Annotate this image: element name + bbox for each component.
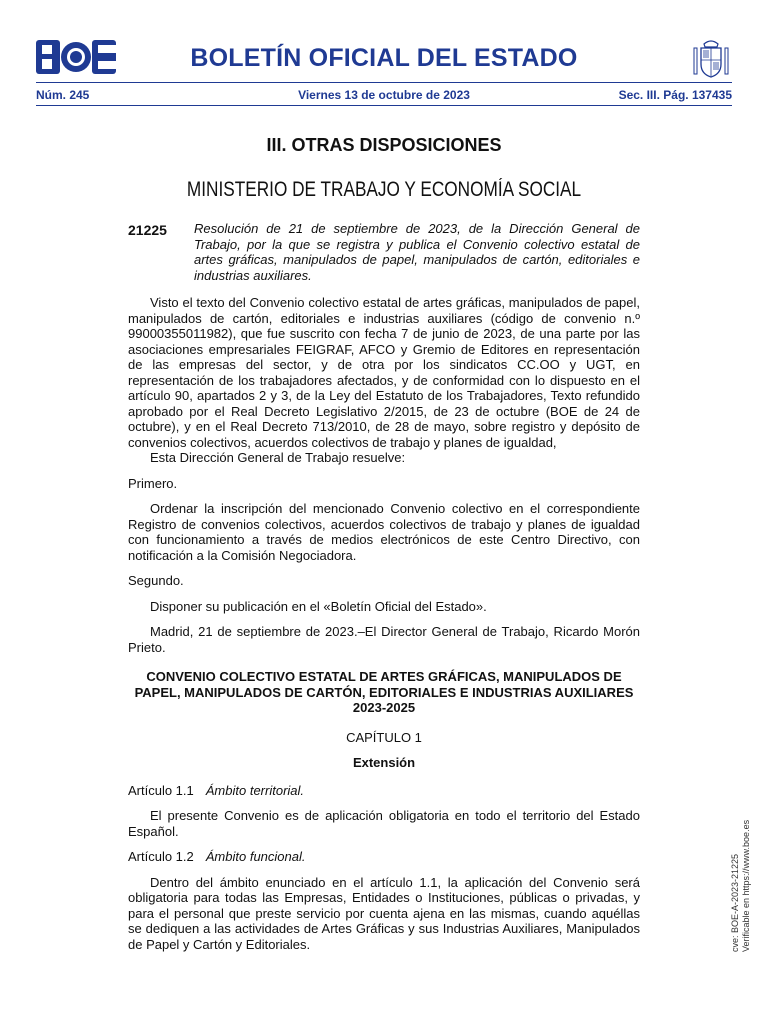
meta-rule bbox=[36, 105, 732, 106]
paragraph-ambito-territorial: El presente Convenio es de aplicación obligatoria en todo el territorio del Estado Español. bbox=[128, 808, 640, 839]
verify-link[interactable]: Verificable en https://www.boe.es bbox=[741, 819, 751, 952]
paragraph-segundo: Disponer su publicación en el «Boletín Oficial del Estado». bbox=[150, 598, 487, 614]
paragraph-visto: Visto el texto del Convenio colectivo estatal de artes gráficas, manipulados de papel, manipulados de cartón, editoriales e industrias auxiliares (código de convenio n.º 99000355011982), que fue suscrito con fecha 7 de junio de 2023, de una parte por las asociaciones empresariales FEIGRAF, AFCO y Gremio de Editores en representación de las empresas del sector, y de otra por los sindicatos CC.OO y UGT, en representación de los trabajadores afectados, y de conformidad con lo dispuesto en el artículo 90, apartados 2 y 3, de la Ley del Estatuto de los Trabajadores, Texto refundido aprobado por el Real Decreto Legislativo 2/2015, de 23 de octubre (BOE de 24 de octubre), y en el Real Decreto 713/2010, de 28 de mayo, sobre registro y depósito de convenios colectivos, acuerdos colectivos de trabajo y planes de igualdad, bbox=[128, 295, 640, 450]
section-page: Sec. III. Pág. 137435 bbox=[618, 88, 732, 102]
section-title: III. OTRAS DISPOSICIONES bbox=[266, 135, 502, 155]
chapter-label: CAPÍTULO 1 bbox=[346, 729, 422, 745]
resolution-number: 21225 bbox=[128, 222, 167, 238]
heading-segundo: Segundo. bbox=[128, 573, 184, 588]
article-label: Artículo 1.1 bbox=[128, 782, 194, 798]
article-1-2-heading bbox=[128, 849, 640, 865]
issue-date: Viernes 13 de octubre de 2023 bbox=[298, 88, 470, 102]
ministry-name: MINISTERIO DE TRABAJO Y ECONOMÍA SOCIAL bbox=[186, 178, 582, 201]
cve-code: cve: BOE-A-2023-21225 bbox=[730, 853, 740, 952]
document-body bbox=[128, 295, 640, 952]
header-rule bbox=[36, 82, 732, 83]
boe-logo bbox=[36, 40, 116, 76]
paragraph-ambito-funcional: Dentro del ámbito enunciado en el artículo 1.1, la aplicación del Convenio será obligatoria para todas las Empresas, Entidades o Instituciones, públicas o privadas, y para el personal que preste servicio por cuenta ajena en las mismas, cuando aquéllas se dediquen a las actividades de Artes Gráficas y sus Industrias Auxiliares, Manipulados de Papel y Cartón y Editoriales. bbox=[128, 874, 640, 952]
verification-note bbox=[730, 820, 752, 952]
article-title: Ámbito funcional. bbox=[205, 849, 306, 864]
article-title: Ámbito territorial. bbox=[205, 782, 305, 798]
issue-number: Núm. 245 bbox=[36, 88, 90, 102]
chapter-title: Extensión bbox=[352, 755, 416, 770]
paragraph-resuelve: Esta Dirección General de Trabajo resuelve: bbox=[150, 450, 406, 465]
coat-of-arms-icon bbox=[690, 38, 732, 80]
article-label: Artículo 1.2 bbox=[128, 849, 194, 864]
paragraph-signature: Madrid, 21 de septiembre de 2023.–El Director General de Trabajo, Ricardo Morón Prieto. bbox=[128, 624, 640, 655]
resolution-summary: Resolución de 21 de septiembre de 2023, de la Dirección General de Trabajo, por la que se registra y publica el Convenio colectivo estatal de artes gráficas, manipulados de papel, manipulados de cartón, editoriales e industrias auxiliares. bbox=[194, 221, 640, 283]
gazette-title: BOLETÍN OFICIAL DEL ESTADO bbox=[190, 44, 578, 72]
paragraph-primero: Ordenar la inscripción del mencionado Convenio colectivo en el correspondiente Registro de convenios colectivos, acuerdos colectivos de trabajo y planes de igualdad con funcionamiento a través de medios electrónicos de este Centro Directivo, con notificación a la Comisión Negociadora. bbox=[128, 501, 640, 563]
heading-primero: Primero. bbox=[128, 475, 178, 491]
convenio-title: CONVENIO COLECTIVO ESTATAL DE ARTES GRÁFICAS, MANIPULADOS DE PAPEL, MANIPULADOS DE CARTÓN, EDITORIALES E INDUSTRIAS AUXILIARES 2023-2025 bbox=[134, 669, 634, 715]
article-1-1-heading bbox=[128, 783, 640, 799]
